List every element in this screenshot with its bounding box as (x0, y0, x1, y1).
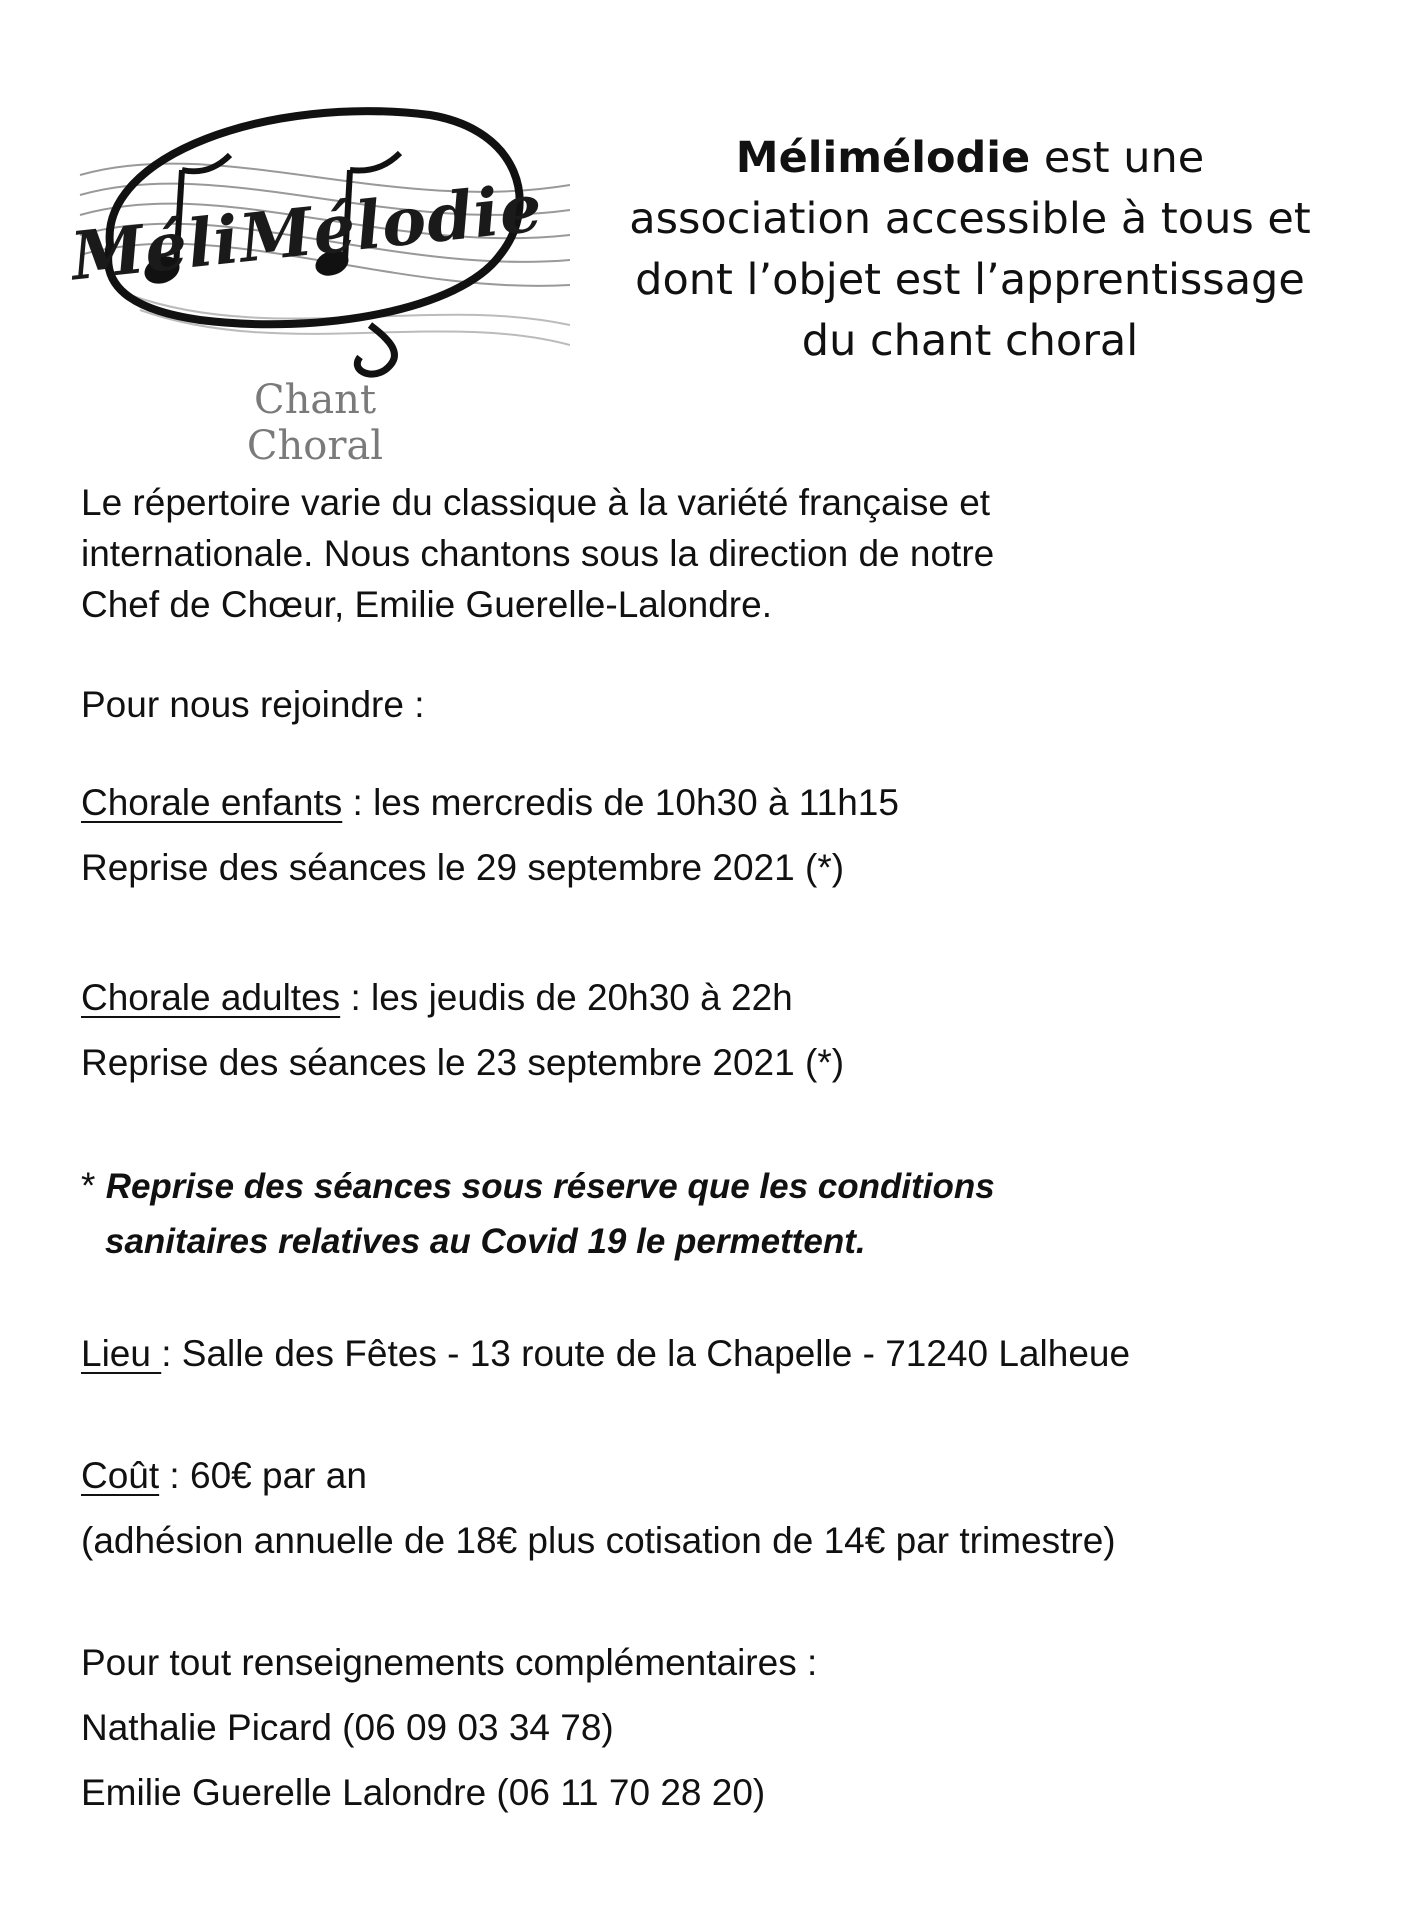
intro-line-3: dont l’objet est l’apprentissage (635, 255, 1305, 305)
logo (67, 95, 570, 469)
repertoire-line-3: Chef de Chœur, Emilie Guerelle-Lalondre. (81, 584, 772, 625)
contact-person-1: Nathalie Picard (06 09 03 34 78) (81, 1707, 614, 1748)
intro-line-2: association accessible à tous et (629, 194, 1311, 244)
children-choir-label: Chorale enfants (81, 782, 343, 823)
intro-line-1: Mélimélodie est une (735, 133, 1205, 183)
adults-choir-schedule: Chorale adultes : les jeudis de 20h30 à 22h (81, 977, 793, 1018)
covid-note-line-1: * Reprise des séances sous réserve que les conditions (81, 1165, 995, 1206)
intro-line-4: du chant choral (801, 316, 1139, 366)
children-choir-schedule: Chorale enfants : les mercredis de 10h30 à 11h15 (81, 782, 899, 823)
join-heading: Pour nous rejoindre : (81, 684, 425, 725)
logo-subtitle: Chant Choral (246, 377, 384, 469)
cost: Coût : 60€ par an (81, 1455, 367, 1496)
cost-detail: (adhésion annuelle de 18€ plus cotisation de 14€ par trimestre) (81, 1520, 1116, 1561)
repertoire-line-2: internationale. Nous chantons sous la direction de notre (81, 533, 995, 574)
intro-text (590, 128, 1350, 372)
repertoire-line-1: Le répertoire varie du classique à la variété française et (81, 482, 991, 523)
logo-wordmark: MéliMélodie (67, 168, 547, 296)
cost-label: Coût (81, 1455, 160, 1496)
venue: Lieu : Salle des Fêtes - 13 route de la Chapelle - 71240 Lalheue (81, 1333, 1131, 1374)
covid-note-line-2: sanitaires relatives au Covid 19 le permettent. (105, 1222, 866, 1261)
contact-heading: Pour tout renseignements complémentaires : (81, 1642, 818, 1683)
venue-label: Lieu (81, 1333, 162, 1374)
brand-name: Mélimélodie (735, 133, 1031, 183)
children-choir-restart: Reprise des séances le 29 septembre 2021 (*) (81, 847, 845, 888)
adults-choir-restart: Reprise des séances le 23 septembre 2021 (*) (81, 1042, 845, 1083)
contact-person-2: Emilie Guerelle Lalondre (06 11 70 28 20) (81, 1772, 766, 1813)
adults-choir-label: Chorale adultes (81, 977, 341, 1018)
